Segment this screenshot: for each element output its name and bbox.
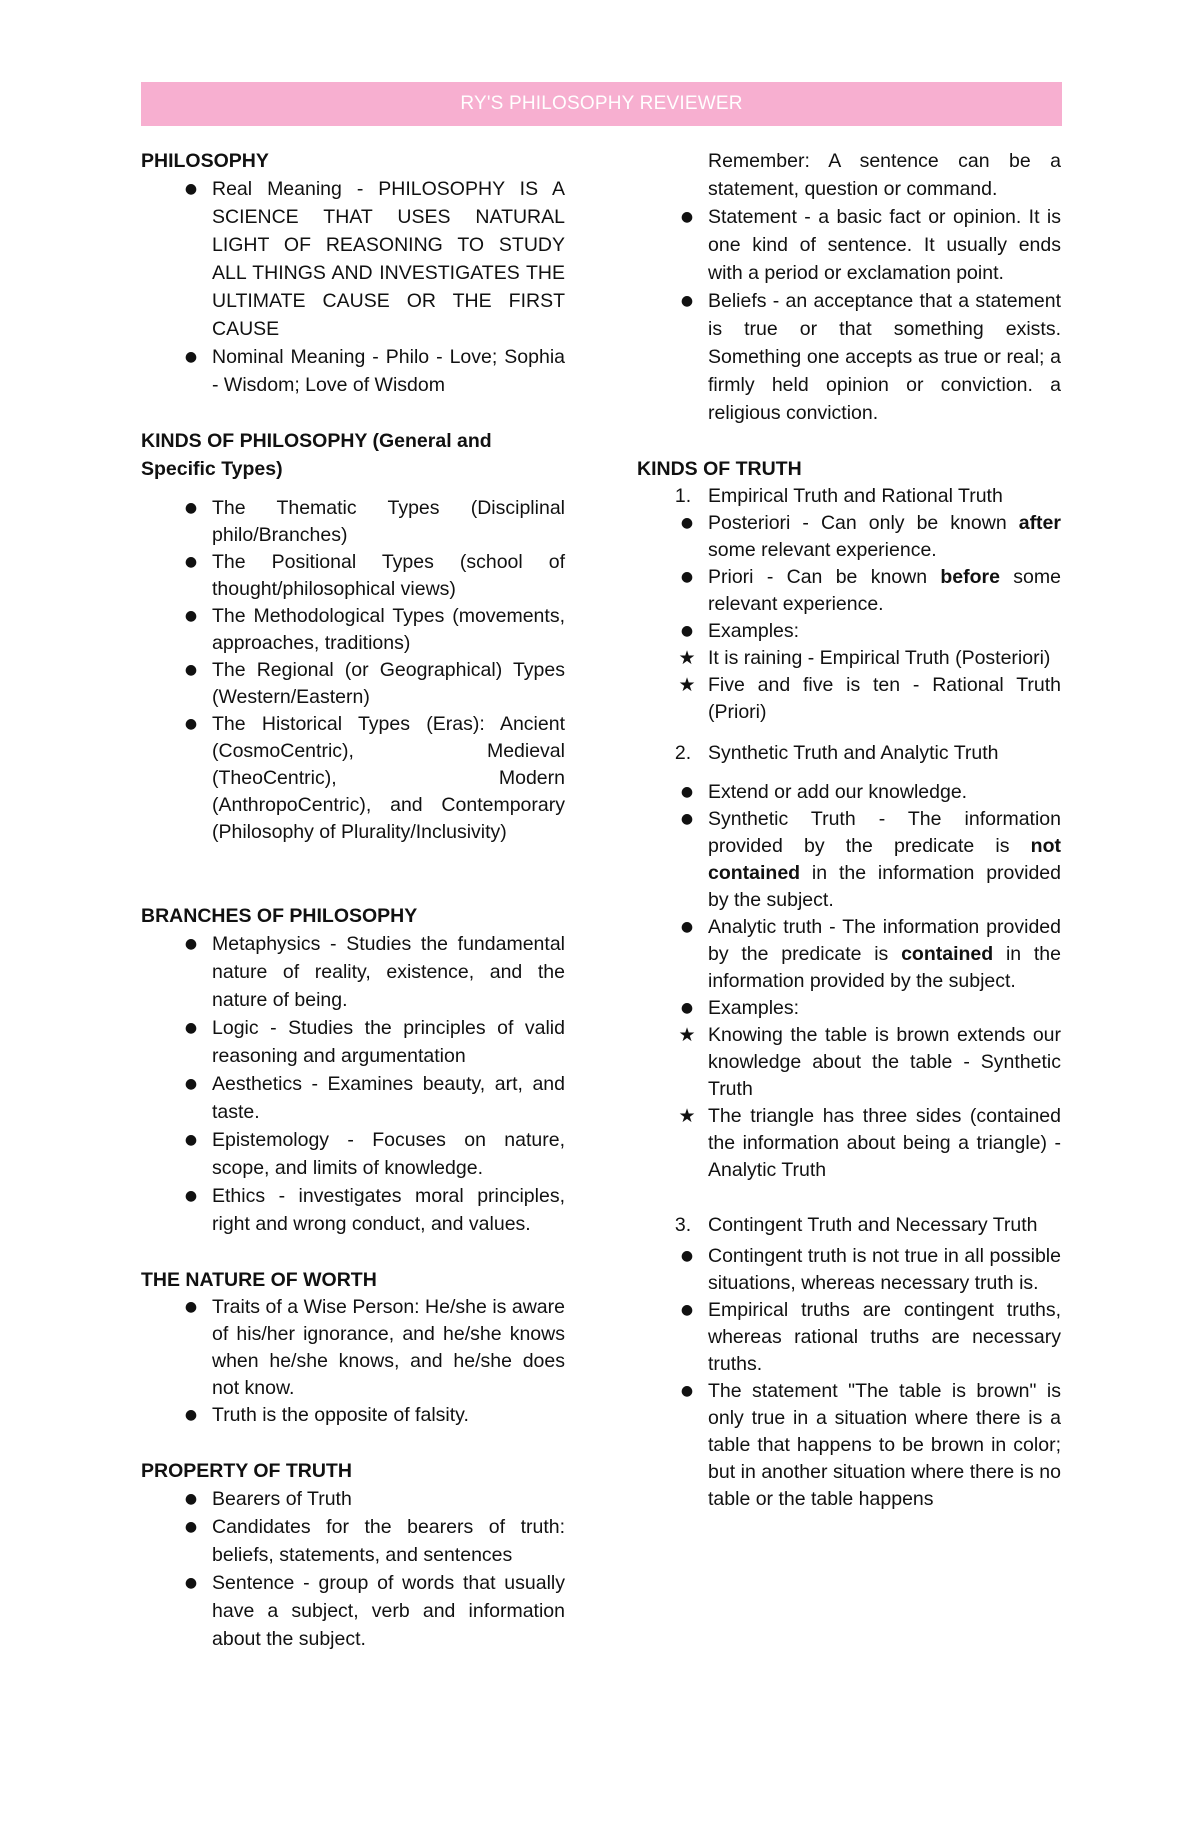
list-item: ● Candidates for the bearers of truth: beliefs, statements, and sentences bbox=[141, 1513, 565, 1569]
list-item: ● Traits of a Wise Person: He/she is aware of his/her ignorance, and he/she knows when he/she knows, and he/she does not know. bbox=[141, 1294, 565, 1402]
numbered-heading: 2. Synthetic Truth and Analytic Truth bbox=[637, 740, 1061, 767]
header-title: RY'S PHILOSOPHY REVIEWER bbox=[460, 93, 743, 114]
bullet-icon: ● bbox=[184, 1188, 198, 1204]
bullet-icon: ● bbox=[184, 716, 198, 732]
section-title-worth: THE NATURE OF WORTH bbox=[141, 1269, 377, 1291]
list-item: ● Sentence - group of words that usually have a subject, verb and information about the subject. bbox=[141, 1569, 565, 1653]
bullet-icon: ● bbox=[680, 209, 694, 225]
list-item: ● Contingent truth is not true in all possible situations, whereas necessary truth is. bbox=[637, 1243, 1061, 1297]
bullet-icon: ● bbox=[680, 1383, 694, 1399]
left-column bbox=[141, 147, 565, 1653]
star-icon: ★ bbox=[678, 674, 696, 696]
worth-list bbox=[141, 1294, 565, 1429]
star-icon: ★ bbox=[678, 647, 696, 669]
example-item: ★ The triangle has three sides (contained the information about being a triangle) - Analytic Truth bbox=[637, 1103, 1061, 1184]
number-label: 1. bbox=[674, 485, 692, 507]
bullet-icon: ● bbox=[680, 1302, 694, 1318]
spacer bbox=[141, 846, 565, 874]
example-item: ★ Five and five is ten - Rational Truth (Priori) bbox=[637, 672, 1061, 726]
star-icon: ★ bbox=[678, 1105, 696, 1127]
bullet-icon: ● bbox=[184, 936, 198, 952]
bullet-icon: ● bbox=[680, 1248, 694, 1264]
branches-list bbox=[141, 930, 565, 1238]
bullet-icon: ● bbox=[184, 1076, 198, 1092]
bullet-icon: ● bbox=[184, 1299, 198, 1315]
header-banner bbox=[141, 82, 1062, 126]
bullet-icon: ● bbox=[184, 1020, 198, 1036]
list-item: ● The Historical Types (Eras): Ancient (CosmoCentric), Medieval (TheoCentric), Modern (AnthropoCentric), and Contemporary (Philosophy of Plurality/Inclusivity) bbox=[141, 711, 565, 846]
right-column bbox=[637, 147, 1061, 1513]
numbered-heading: 1. Empirical Truth and Rational Truth bbox=[637, 483, 1061, 510]
list-item: ● Epistemology - Focuses on nature, scope, and limits of knowledge. bbox=[141, 1126, 565, 1182]
list-item: ● Synthetic Truth - The information provided by the predicate is not contained in the information provided by the subject. bbox=[637, 806, 1061, 914]
bullet-icon: ● bbox=[184, 181, 198, 197]
list-item: ● Extend or add our knowledge. bbox=[637, 779, 1061, 806]
section-title-branches: BRANCHES OF PHILOSOPHY bbox=[141, 905, 418, 927]
list-item: ● Empirical truths are contingent truths, whereas rational truths are necessary truths. bbox=[637, 1297, 1061, 1378]
bullet-icon: ● bbox=[184, 662, 198, 678]
list-item: ● The Thematic Types (Disciplinal philo/Branches) bbox=[141, 495, 565, 549]
section-title-philosophy: PHILOSOPHY bbox=[141, 150, 269, 172]
truth-part2-items bbox=[637, 779, 1061, 1184]
bullet-icon: ● bbox=[184, 349, 198, 365]
bullet-icon: ● bbox=[680, 919, 694, 935]
bullet-icon: ● bbox=[184, 1519, 198, 1535]
bullet-icon: ● bbox=[184, 500, 198, 516]
spacer bbox=[637, 1184, 1061, 1212]
philosophy-list bbox=[141, 175, 565, 399]
section-title-kinds-of-truth: KINDS OF TRUTH bbox=[637, 458, 802, 480]
list-item: ● The statement "The table is brown" is only true in a situation where there is a table that happens to be brown in color; but in another situation where there is no table or the table happens bbox=[637, 1378, 1061, 1513]
example-item: ★ It is raining - Empirical Truth (Posteriori) bbox=[637, 645, 1061, 672]
list-item: ● Aesthetics - Examines beauty, art, and taste. bbox=[141, 1070, 565, 1126]
list-item: ● Metaphysics - Studies the fundamental nature of reality, existence, and the nature of being. bbox=[141, 930, 565, 1014]
list-item: ● Nominal Meaning - Philo - Love; Sophia - Wisdom; Love of Wisdom bbox=[141, 343, 565, 399]
list-item: ● Priori - Can be known before some relevant experience. bbox=[637, 564, 1061, 618]
list-item: ● Examples: bbox=[637, 995, 1061, 1022]
section-title-kinds: KINDS OF PHILOSOPHY (General and Specific Types) bbox=[141, 430, 492, 480]
bullet-icon: ● bbox=[184, 1575, 198, 1591]
truth-part2-list bbox=[637, 740, 1061, 767]
bullet-icon: ● bbox=[184, 1132, 198, 1148]
bullet-icon: ● bbox=[680, 293, 694, 309]
star-icon: ★ bbox=[678, 1024, 696, 1046]
list-item: ● Truth is the opposite of falsity. bbox=[141, 1402, 565, 1429]
bullet-icon: ● bbox=[184, 1491, 198, 1507]
number-label: 2. bbox=[674, 742, 692, 764]
bullet-icon: ● bbox=[184, 1407, 198, 1423]
list-item: ● Logic - Studies the principles of valid reasoning and argumentation bbox=[141, 1014, 565, 1070]
bullet-icon: ● bbox=[184, 554, 198, 570]
list-item: ● Examples: bbox=[637, 618, 1061, 645]
bullet-icon: ● bbox=[184, 608, 198, 624]
spacer bbox=[637, 726, 1061, 740]
bullet-icon: ● bbox=[680, 623, 694, 639]
remember-list bbox=[637, 147, 1061, 427]
number-label: 3. bbox=[674, 1214, 692, 1236]
list-item: ● Ethics - investigates moral principles, right and wrong conduct, and values. bbox=[141, 1182, 565, 1238]
list-item: ● Beliefs - an acceptance that a statement is true or that something exists. Something one accepts as true or real; a firmly held opinion or conviction. a religious conviction. bbox=[637, 287, 1061, 427]
truth-part3-list bbox=[637, 1212, 1061, 1239]
kinds-list bbox=[141, 495, 565, 846]
bullet-icon: ● bbox=[680, 515, 694, 531]
list-item: ● The Methodological Types (movements, approaches, traditions) bbox=[141, 603, 565, 657]
list-item: ● Bearers of Truth bbox=[141, 1485, 565, 1513]
list-item: ● Real Meaning - PHILOSOPHY IS A SCIENCE THAT USES NATURAL LIGHT OF REASONING TO STUDY ALL THINGS AND INVESTIGATES THE ULTIMATE CAUSE OR THE FIRST CAUSE bbox=[141, 175, 565, 343]
numbered-heading: 3. Contingent Truth and Necessary Truth bbox=[637, 1212, 1061, 1239]
remember-note: Remember: A sentence can be a statement, question or command. bbox=[708, 150, 1061, 200]
bullet-icon: ● bbox=[680, 1000, 694, 1016]
property-list bbox=[141, 1485, 565, 1653]
list-item: ● Analytic truth - The information provided by the predicate is contained in the information provided by the subject. bbox=[637, 914, 1061, 995]
truth-part1-list bbox=[637, 483, 1061, 726]
bullet-icon: ● bbox=[680, 569, 694, 585]
example-item: ★ Knowing the table is brown extends our knowledge about the table - Synthetic Truth bbox=[637, 1022, 1061, 1103]
bullet-icon: ● bbox=[680, 811, 694, 827]
list-item: ● Statement - a basic fact or opinion. It is one kind of sentence. It usually ends with a period or exclamation point. bbox=[637, 203, 1061, 287]
section-title-property: PROPERTY OF TRUTH bbox=[141, 1460, 352, 1482]
list-item: ● Posteriori - Can only be known after some relevant experience. bbox=[637, 510, 1061, 564]
list-item: ● The Positional Types (school of thought/philosophical views) bbox=[141, 549, 565, 603]
truth-part3-items bbox=[637, 1243, 1061, 1513]
list-item: ● The Regional (or Geographical) Types (Western/Eastern) bbox=[141, 657, 565, 711]
bullet-icon: ● bbox=[680, 784, 694, 800]
